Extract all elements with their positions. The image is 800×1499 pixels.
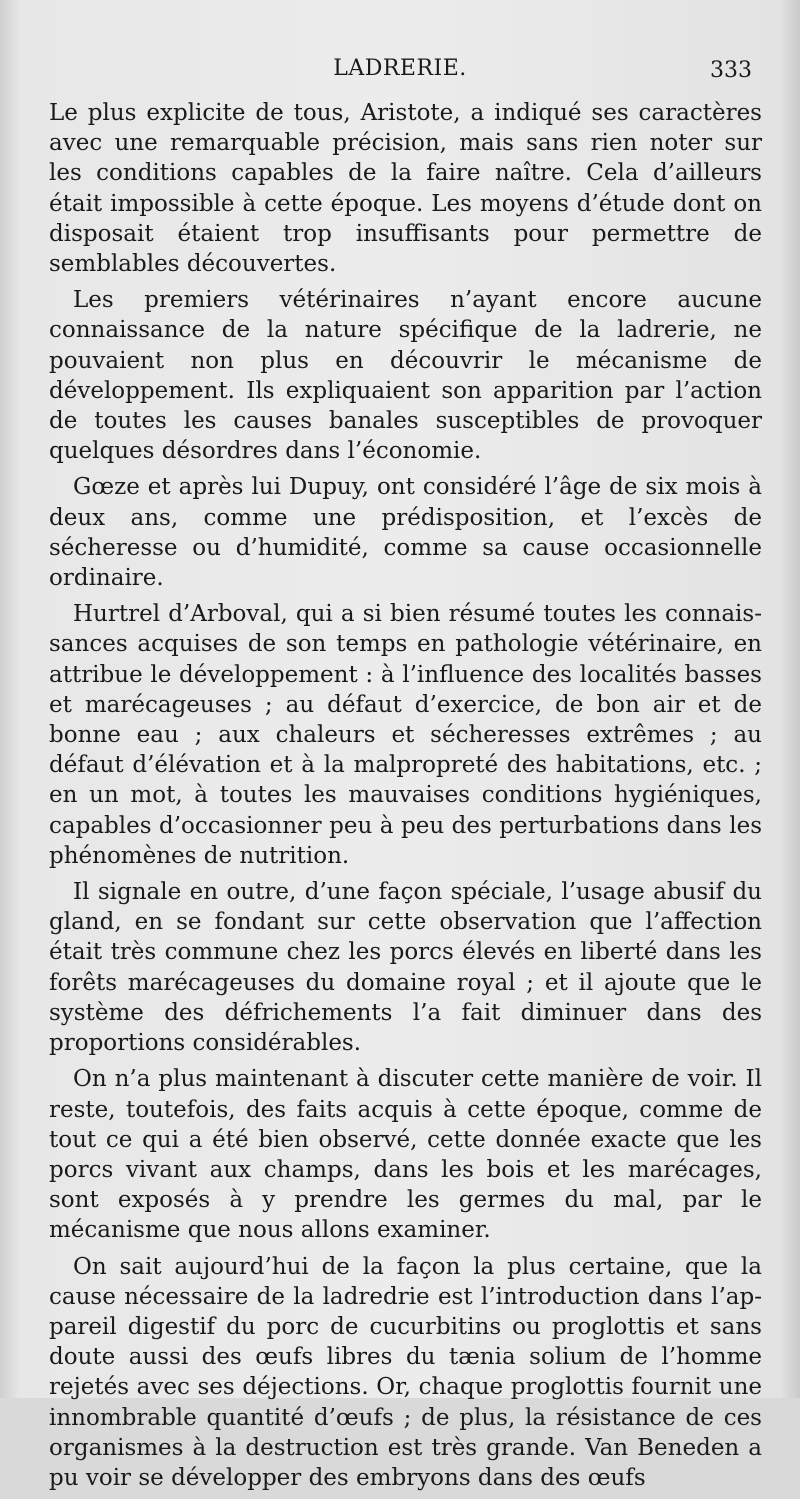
running-title: LADRERIE. [333, 56, 467, 81]
paragraph: Hurtrel d’Arboval, qui a si bien résumé toutes les connaissances acquises de son temps en pathologie vétérinaire, en attribue le développement : à l’influence des localités basses et marécageuses ; au défaut d’exercice, de bon air et de bonne eau ; aux chaleurs et sécheresses extrêmes ; au défaut d’élévation et à la malpropreté des habitations, etc. ; en un mot, à toutes les mauvaises conditions hygiéniques, capables d’occasionner peu à peu des perturbations dans les phénomènes de nutrition. [49, 601, 762, 869]
paragraph: On n’a plus maintenant à discuter cette manière de voir. Il reste, toutefois, des faits acquis à cette époque, comme de tout ce qui a été bien observé, cette donnée exacte que les porcs vivant aux champs, dans les bois et les marécages, sont exposés à y prendre les germes du mal, par le mécanisme que nous allons examiner. [49, 1066, 762, 1244]
paragraph: Gœze et après lui Dupuy, ont considéré l’âge de six mois à deux ans, comme une prédisposition, et l’excès de sécheresse ou d’humidité, comme sa cause occasionnelle ordinaire. [49, 474, 762, 592]
paragraph: Les premiers vétérinaires n’ayant encore aucune connaissance de la nature spécifique de la ladrerie, ne pouvaient non plus en découvrir le mécanisme de développement. Ils expliquaient son apparition par l’action de toutes les causes banales susceptibles de provoquer quelques désordres dans l’économie. [49, 287, 762, 465]
paragraph: Il signale en outre, d’une façon spéciale, l’usage abusif du gland, en se fondant sur cette observation que l’affection était très commune chez les porcs élevés en liberté dans les forêts marécageuses du domaine royal ; et il ajoute que le système des défrichements l’a fait diminuer dans des proportions considérables. [49, 879, 762, 1057]
page-number: 333 [710, 58, 752, 83]
paragraph: On sait aujourd’hui de la façon la plus certaine, que la cause nécessaire de la ladredrie est l’introduction dans l’appareil digestif du porc de cucurbitins ou proglottis et sans doute aussi des œufs libres du tænia solium de l’homme rejetés avec ses déjections. Or, chaque proglottis fournit une innombrable quantité d’œufs ; de plus, la résistance de ces organismes à la destruction est très grande. Van Beneden a pu voir se développer des embryons dans des œufs [49, 1253, 762, 1491]
paragraph: Le plus explicite de tous, Aristote, a indiqué ses caractères avec une remarquable précision, mais sans rien noter sur les conditions capables de la faire naître. Cela d’ailleurs était impossible à cette époque. Les moyens d’étude dont on disposait étaient trop insuffisants pour permettre de semblables découvertes. [49, 100, 762, 278]
body-text [49, 98, 762, 1499]
page-header [0, 52, 800, 86]
